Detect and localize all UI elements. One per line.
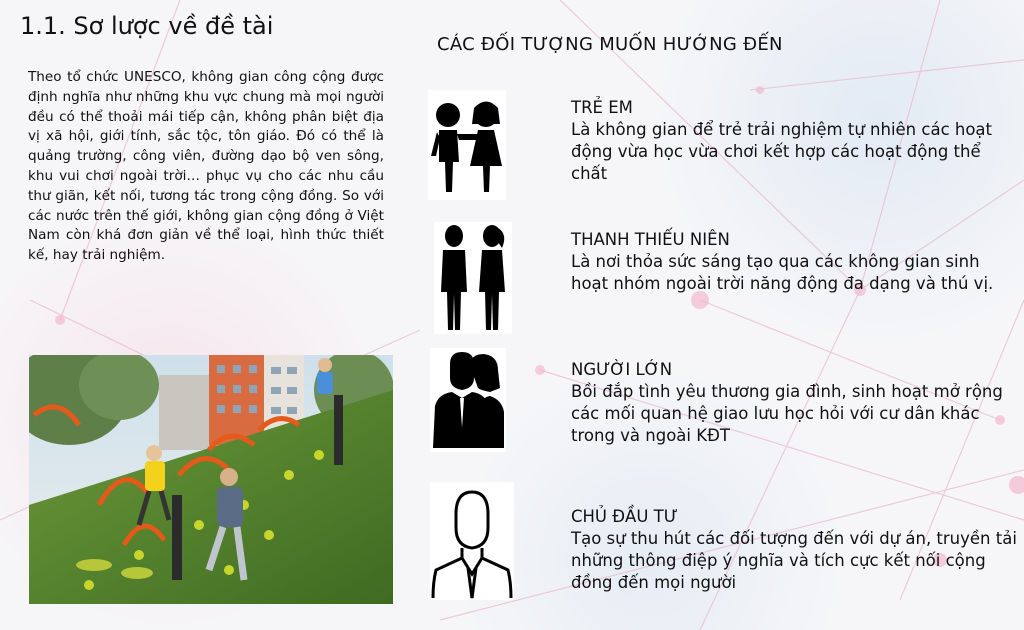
audience-description: Bồi đắp tình yêu thương gia đình, sinh hoạt mở rộng các mối quan hệ giao lưu học hỏi với cư dân khác trong và ngoài KĐT [571,382,1003,445]
investor-icon [430,482,514,600]
audience-name: TRẺ EM [571,98,633,117]
slide-title: 1.1. Sơ lược về đề tài [20,12,274,40]
children-icon [428,90,506,200]
audience-name: THANH THIẾU NIÊN [571,230,730,249]
audience-description: Là không gian để trẻ trải nghiệm tự nhiên các hoạt động vừa học vừa chơi kết hợp các hoạt động thể chất [571,120,993,183]
adults-icon [430,348,506,452]
audience-children [571,97,1021,185]
audience-heading: CÁC ĐỐI TƯỢNG MUỐN HƯỚNG ĐẾN [437,34,783,55]
audience-teenagers [571,229,1021,295]
audience-adults [571,359,1021,447]
audience-description: Là nơi thỏa sức sáng tạo qua các không gian sinh hoạt nhóm ngoài trời năng động đa dạng và thú vị. [571,252,994,293]
intro-paragraph: Theo tổ chức UNESCO, không gian công cộng được định nghĩa như những khu vực chung mà mọi người đều có thể thoải mái tiếp cận, không phân biệt địa vị xã hội, giới tính, sắc tộc, tôn giáo. Đó có thể là quảng trường, công viên, đường dạo bộ ven sông, khu vui chơi ngoài trời… phục vụ cho các nhu cầu thư giãn, kết nối, tương tác trong cộng đồng. So với các nước trên thế giới, không gian cộng đồng ở Việt Nam còn khá đơn giản về thể loại, hình thức thiết kế, hay trải nghiệm. [28,69,384,264]
audience-name: NGƯỜI LỚN [571,360,673,379]
playground-photo [29,355,393,604]
teenagers-icon [434,222,512,334]
audience-name: CHỦ ĐẦU TƯ [571,507,678,526]
audience-investor [571,506,1021,594]
audience-description: Tạo sự thu hút các đối tượng đến với dự án, truyền tải những thông điệp ý nghĩa và tích cực kết nối cộng đồng đến mọi người [571,529,1017,592]
